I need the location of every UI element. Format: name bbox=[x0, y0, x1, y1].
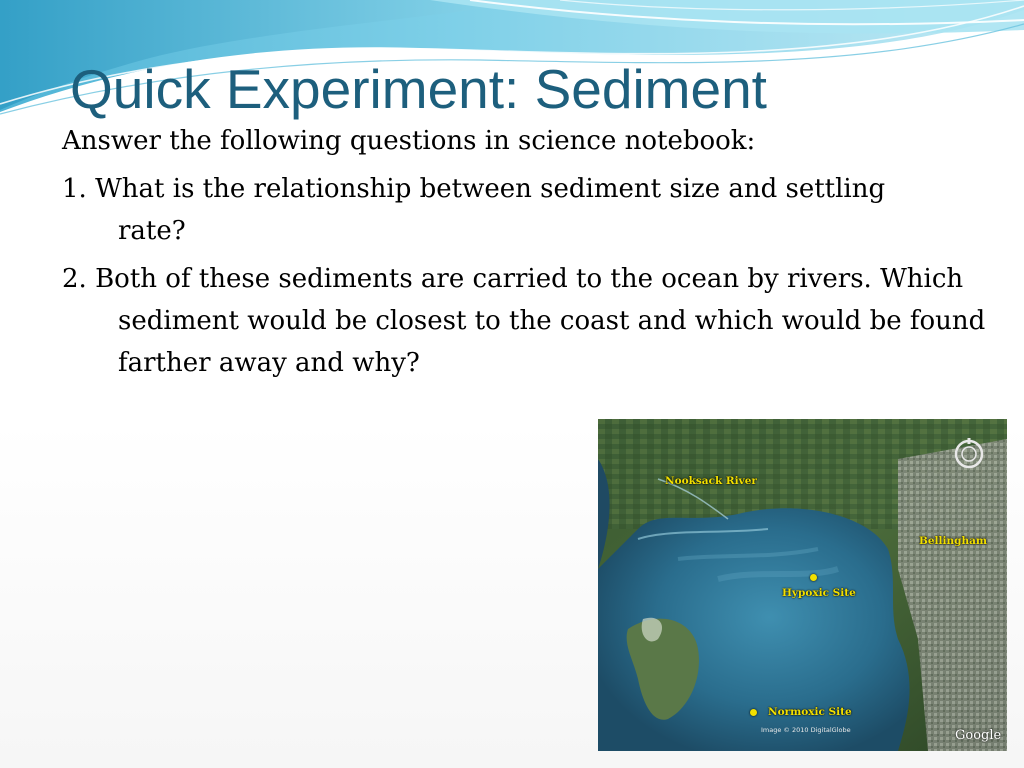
question-2: 2. Both of these sediments are carried to the ocean by rivers. Which sediment would be closest to the coast and which would be found farther away and why? bbox=[62, 264, 986, 378]
question-1: 1. What is the relationship between sediment size and settling rate? bbox=[62, 174, 886, 246]
compass-icon bbox=[952, 437, 986, 471]
label-hypoxic-site: Hypoxic Site bbox=[782, 587, 856, 599]
label-nooksack-river: Nooksack River bbox=[665, 475, 757, 487]
image-credit: Image © 2010 DigitalGlobe bbox=[761, 726, 851, 734]
normoxic-site-marker bbox=[750, 709, 757, 716]
label-bellingham: Bellingham bbox=[919, 535, 988, 547]
slide-title: Quick Experiment: Sediment bbox=[70, 58, 767, 120]
intro-text: Answer the following questions in science notebook: bbox=[62, 126, 756, 156]
label-normoxic-site: Normoxic Site bbox=[768, 706, 852, 718]
hypoxic-site-marker bbox=[810, 574, 817, 581]
satellite-image bbox=[598, 419, 1007, 751]
satellite-image-graphic bbox=[598, 419, 1007, 751]
slide-body bbox=[62, 120, 986, 384]
google-logo: Google bbox=[955, 728, 1002, 743]
